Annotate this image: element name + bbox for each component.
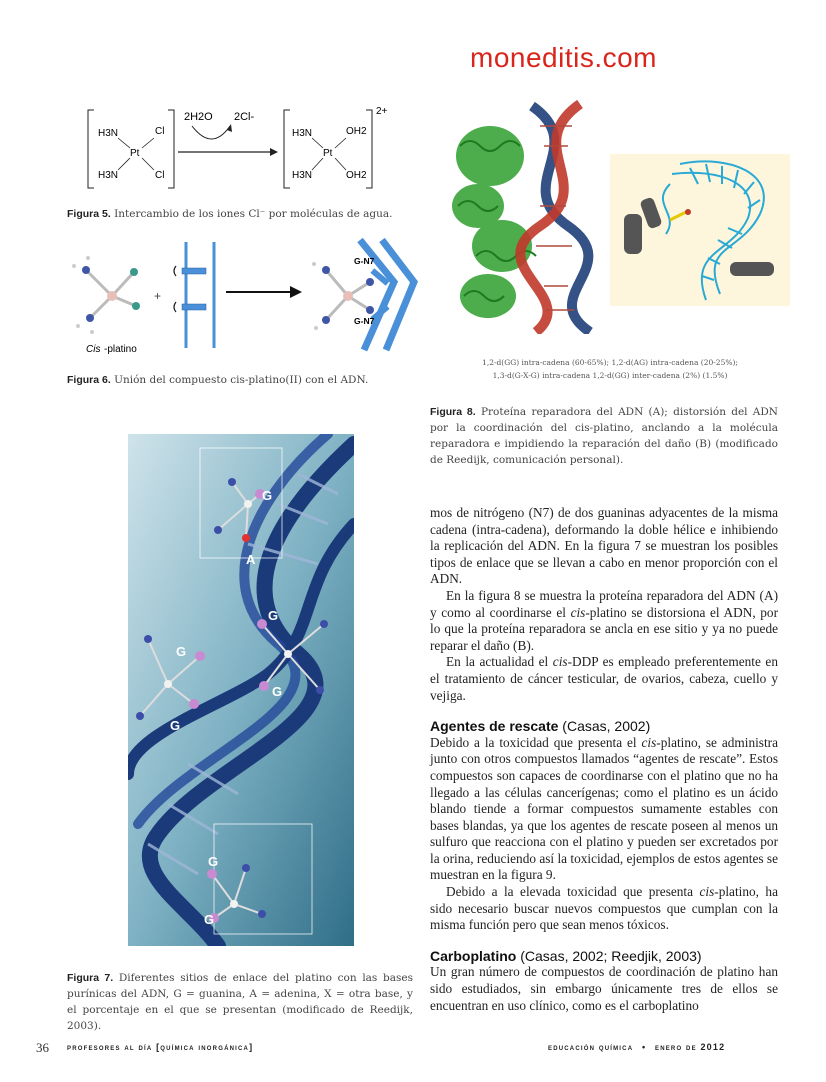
figure8-note-line1: 1,2-d(GG) intra-cadena (60-65%); 1,2-d(AG) intra-cadena (20-25%); (482, 358, 738, 367)
reactant-ligand-bl: H3N (98, 170, 119, 181)
article-paragraph-6: Un gran número de compuestos de coordinación de platino han sido estudiados, sin embargo únicamente tres de ellos se encuentran en uso clínico, como es el carboplatino (430, 964, 778, 1013)
base-label-6: G (170, 718, 181, 733)
label-gn7-bottom: G-N7 (354, 316, 375, 326)
figure8-note-line2: 1,3-d(G-X-G) intra-cadena 1,2-d(GG) inter-cadena (2%) (1.5%) (492, 371, 728, 380)
footer-date: enero de 2012 (655, 1042, 726, 1052)
cisplatin-molecule (72, 256, 140, 334)
arrow-label-chloride: 2Cl- (234, 111, 255, 123)
figure5-reaction (80, 96, 400, 196)
arrow-label-water: 2H2O (184, 111, 213, 123)
figure8-image-b (610, 154, 790, 306)
base-label-2: A (246, 552, 256, 567)
watermark: moneditis.com (470, 42, 658, 73)
product-charge: 2+ (376, 106, 388, 117)
page-number: 36 (36, 1040, 49, 1055)
product-ligand-br: OH2 (346, 170, 367, 181)
reactant-center: Pt (130, 148, 140, 159)
figure7-image (128, 434, 354, 946)
cisplatin-label-platino: -platino (104, 344, 137, 355)
reactant-ligand-tr: Cl (155, 126, 165, 137)
figure7-caption-label: Figura 7. (67, 972, 114, 984)
base-label-5: G (272, 684, 283, 699)
figure7-caption (67, 970, 413, 1034)
article-paragraph-1: mos de nitrógeno (N7) de dos guaninas adyacentes de la misma cadena (intra-cadena), deformando la doble hélice e inhibiendo la replicación del ADN. En la figura 7 se muestran los posibles tipos de enlace que se llevan a cabo en menor proporción con el ADN. (430, 505, 778, 587)
figure8-caption-label: Figura 8. (430, 406, 476, 418)
figure5-caption (67, 206, 427, 222)
figure8-image-a (440, 96, 610, 334)
figure6-caption (67, 372, 427, 388)
product-ligand-tl: H3N (292, 128, 313, 139)
article-paragraph-2: En la figura 8 se muestra la proteína reparadora del ADN (A) y como al coordinarse el cis-platino se distorsiona el ADN, por lo que la proteína reparadora se ancla en ese sitio y ya no puede reparar el daño (B). (430, 587, 778, 653)
bracket-left-close (168, 110, 174, 188)
article-column (430, 505, 778, 1014)
product-center: Pt (323, 148, 333, 159)
bracket-right-close (366, 110, 372, 188)
product-ligand-tr: OH2 (346, 126, 367, 137)
figure8-caption-text: Proteína reparadora del ADN (A); distorsión del ADN por la coordinación del cis-platino, anclando a la molécula reparadora e impidiendo la reparación del daño (B) (modificado de Reedijk, comunicación personal). (430, 406, 778, 466)
footer-bullet: • (641, 1042, 647, 1052)
dna-strands-before (174, 242, 214, 348)
figure6-diagram (64, 238, 420, 356)
figure5-caption-label: Figura 5. (67, 208, 111, 220)
cisplatin-label-cis: Cis (86, 344, 101, 355)
reactant-ligand-tl: H3N (98, 128, 119, 139)
article-paragraph-5: Debido a la elevada toxicidad que presenta cis-platino, ha sido necesario buscar nuevos compuestos que cumplan con la misma función pero que sean menos tóxicos. (430, 884, 778, 933)
bracket-right-open (284, 110, 290, 188)
figure6-caption-label: Figura 6. (67, 374, 111, 386)
footer-journal-name: educación química (548, 1042, 634, 1052)
section-heading-rescue-agents: Agentes de rescate (Casas, 2002) (430, 718, 651, 735)
figure5-caption-text: Intercambio de los iones Cl⁻ por moléculas de agua. (114, 208, 393, 220)
product-ligand-bl: H3N (292, 170, 313, 181)
figure8-caption (430, 404, 778, 468)
article-paragraph-4: Debido a la toxicidad que presenta el cis-platino, se administra junto con otros compuestos llamados “agentes de rescate”. Estos compuestos son capaces de coordinarse con el platino que no ha llegado a las células cancerígenas; como el platino es un ácido blando tiende a formar compuestos sumamente estables con bases blandas, ya que los agentes de rescate poseen al menos un sulfuro que reacciona con el platino y pueden ser excretados por la orina, reduciendo así la toxicidad, ejemplos de estos agentes se muestran en la figura 9. (430, 734, 778, 883)
base-label-8: G (204, 912, 215, 927)
svg-text:+: + (154, 289, 162, 303)
reactant-ligand-br: Cl (155, 170, 165, 181)
bracket-left-open (88, 110, 94, 188)
article-paragraph-3: En la actualidad el cis-DDP es empleado preferentemente en el tratamiento de cáncer testicular, de ovarios, cabeza, cuello y vejiga. (430, 654, 778, 703)
base-label-3: G (268, 608, 279, 623)
figure8-binding-note (445, 356, 775, 382)
figure7-caption-text: Diferentes sitios de enlace del platino con las bases purínicas del ADN, G = guanina, A = adenina, X = otra base, y el porcentaje en el que se presentan (modificado de Reedijk, 2003). (67, 972, 413, 1032)
base-label-4: G (176, 644, 187, 659)
section-heading-carboplatin: Carboplatino (Casas, 2002; Reedjik, 2003) (430, 947, 702, 964)
footer-section-label: profesores al día [química inorgánica] (67, 1042, 254, 1052)
figure6-caption-text: Unión del compuesto cis-platino(II) con el ADN. (114, 374, 369, 386)
base-label-1: G (262, 488, 273, 503)
footer-journal (548, 1042, 725, 1052)
base-label-7: G (208, 854, 219, 869)
label-gn7-top: G-N7 (354, 256, 375, 266)
